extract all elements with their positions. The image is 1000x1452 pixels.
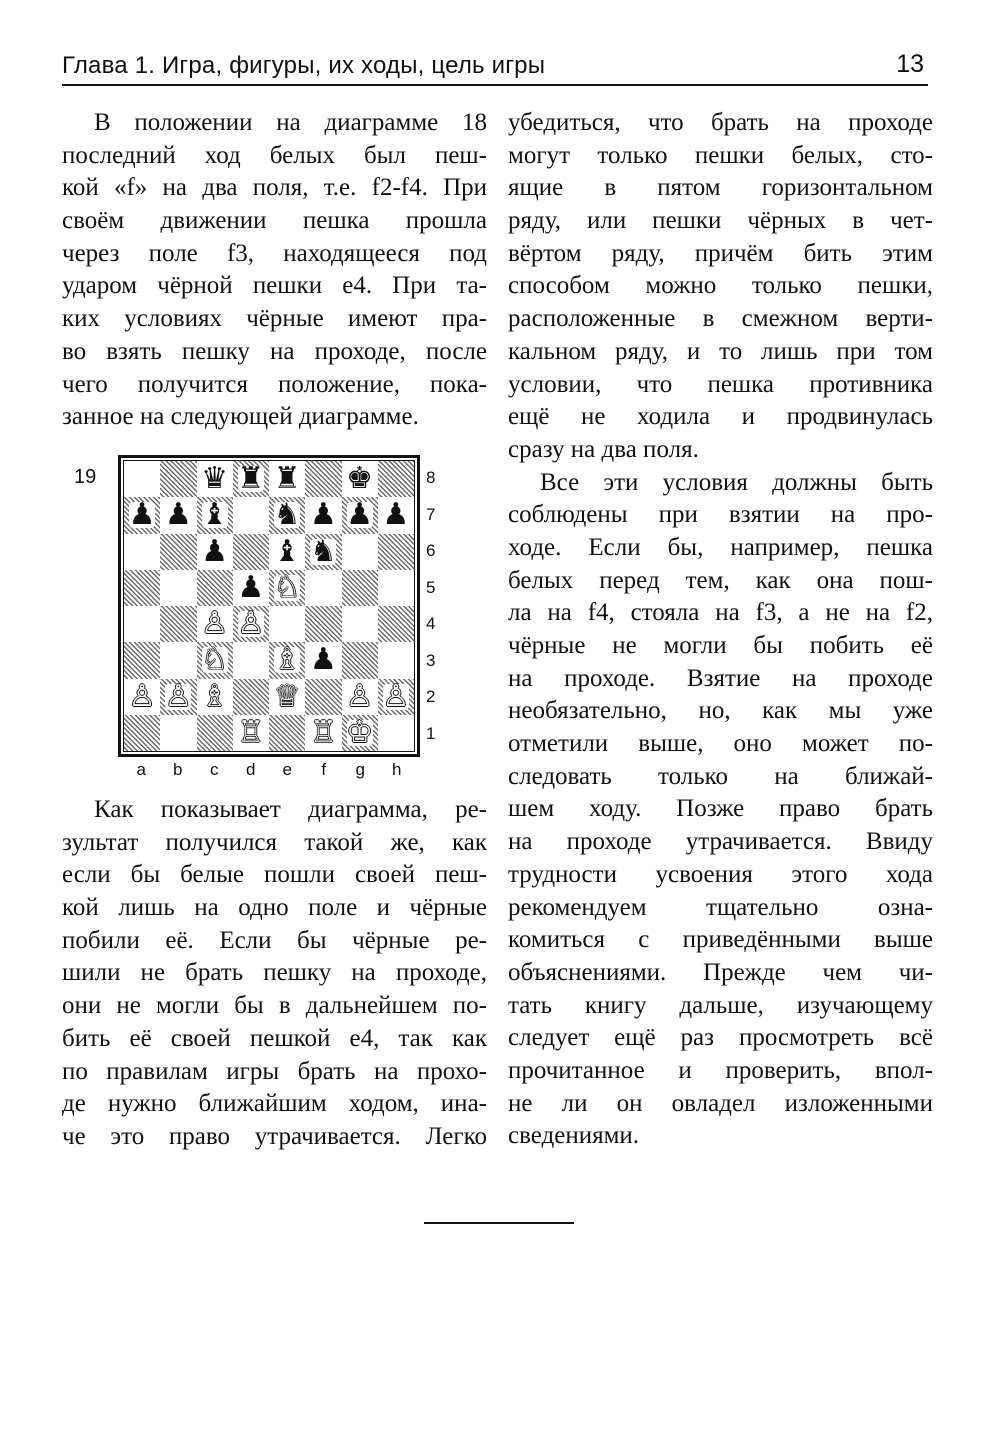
text-line: условии, что пешка противника (508, 370, 933, 398)
board-square (233, 606, 269, 642)
file-label: g (355, 760, 365, 779)
right-column-text (508, 107, 933, 1153)
board-square (342, 570, 378, 606)
board-square (233, 642, 269, 678)
text-line: ких условиях чёрные имеют пра- (62, 305, 487, 333)
text-line: тать книгу дальше, изучающему (508, 991, 933, 1019)
diagram-number: 19 (74, 466, 97, 488)
text-line: шем ходу. Позже право брать (508, 795, 933, 823)
board-square (197, 606, 233, 642)
white-piece-icon: ♗ (201, 678, 229, 714)
left-column-bottom-text (62, 794, 487, 1154)
black-piece-icon: ♛ (201, 461, 229, 497)
text-line: Все эти условия должны быть (540, 468, 933, 496)
white-piece-icon: ♙ (128, 678, 156, 714)
board-square (124, 715, 160, 751)
board-square (305, 606, 341, 642)
white-piece-icon: ♙ (382, 678, 410, 714)
text-line: чего получится положение, пока- (62, 370, 487, 398)
text-line: не ли он овладел изложенными (508, 1089, 933, 1117)
text-line: чёрные не могли бы побить её (508, 632, 933, 659)
text-line: сведениями. (508, 1122, 640, 1150)
text-line: следует ещё раз просмотреть всё (508, 1024, 933, 1052)
file-label: h (392, 760, 402, 779)
black-piece-icon: ♟ (128, 497, 156, 533)
board-square (342, 461, 378, 497)
text-line: следовать только на ближай- (508, 762, 933, 790)
rank-label: 3 (426, 650, 436, 670)
chessboard (123, 460, 415, 752)
board-square (342, 497, 378, 533)
board-square (160, 715, 196, 751)
text-line: через поле f3, находящееся под (62, 239, 487, 267)
file-label: a (136, 760, 146, 779)
rank-labels (426, 460, 446, 752)
board-square (160, 534, 196, 570)
board-square (305, 534, 341, 570)
board-square (160, 679, 196, 715)
board-square (197, 715, 233, 751)
text-line: кой «f» на два поля, т.е. f2-f4. При (62, 174, 487, 202)
text-line: ещё не ходила и продвинулась (508, 403, 933, 431)
board-square (342, 679, 378, 715)
text-line: во взять пешку на проходе, после (62, 337, 487, 365)
black-piece-icon: ♝ (273, 533, 301, 569)
board-square (269, 715, 305, 751)
board-square (233, 497, 269, 533)
white-piece-icon: ♘ (273, 569, 301, 605)
black-piece-icon: ♚ (346, 461, 374, 497)
text-line: прочитанное и проверить, впол- (508, 1056, 933, 1084)
white-piece-icon: ♕ (273, 678, 301, 714)
black-piece-icon: ♜ (237, 461, 265, 497)
board-square (305, 461, 341, 497)
board-square (342, 534, 378, 570)
white-piece-icon: ♗ (273, 642, 301, 678)
white-piece-icon: ♙ (237, 606, 265, 642)
board-square (124, 497, 160, 533)
board-square (233, 679, 269, 715)
file-label: c (210, 760, 219, 779)
file-label: f (321, 760, 327, 779)
white-piece-icon: ♖ (309, 714, 337, 750)
white-piece-icon: ♙ (164, 678, 192, 714)
board-square (160, 606, 196, 642)
text-line: шили не брать пешку на проходе, (62, 959, 487, 987)
text-line: на проходе. Взятие на проходе (508, 664, 933, 692)
board-square (342, 642, 378, 678)
text-line: на проходе утрачивается. Ввиду (508, 828, 933, 856)
black-piece-icon: ♟ (309, 497, 337, 533)
left-column-top-text (62, 107, 487, 434)
rank-label: 2 (426, 687, 436, 707)
chess-diagram (64, 452, 464, 782)
board-square (197, 642, 233, 678)
board-square (269, 570, 305, 606)
text-line: трудности усвоения этого хода (508, 860, 933, 888)
text-line: де нужно ближайшим ходом, ина- (62, 1090, 487, 1118)
text-line: занное на следующей диаграмме. (62, 403, 419, 431)
board-square (124, 570, 160, 606)
white-piece-icon: ♘ (201, 642, 229, 678)
board-square (197, 534, 233, 570)
file-label: e (282, 760, 292, 779)
board-square (378, 534, 414, 570)
text-line: ходе. Если бы, например, пешка (508, 533, 933, 561)
board-square (342, 715, 378, 751)
text-line: убедиться, что брать на проходе (508, 109, 933, 136)
board-square (378, 497, 414, 533)
board-square (342, 606, 378, 642)
text-line: кой лишь на одно поле и чёрные (62, 894, 487, 922)
board-square (305, 570, 341, 606)
board-square (269, 642, 305, 678)
running-header (62, 50, 928, 86)
file-labels (123, 758, 415, 782)
board-square (160, 642, 196, 678)
file-label: b (173, 760, 183, 779)
board-square (124, 642, 160, 678)
text-line: по правилам игры брать на прохо- (62, 1057, 487, 1085)
page-number: 13 (896, 50, 924, 78)
board-square (378, 606, 414, 642)
board-square (197, 570, 233, 606)
white-piece-icon: ♙ (201, 606, 229, 642)
board-square (197, 497, 233, 533)
board-square (378, 715, 414, 751)
board-square (378, 679, 414, 715)
board-square (124, 534, 160, 570)
text-line: Как показывает диаграмма, ре- (94, 796, 487, 823)
rank-label: 1 (426, 723, 436, 743)
file-label: d (246, 760, 256, 779)
board-square (269, 606, 305, 642)
board-square (233, 461, 269, 497)
board-square (233, 534, 269, 570)
board-square (233, 715, 269, 751)
board-square (269, 534, 305, 570)
text-line: ряду, или пешки чёрных в чет- (508, 207, 933, 235)
board-square (378, 642, 414, 678)
text-line: ударом чёрной пешки e4. При та- (62, 272, 487, 300)
text-line: необязательно, но, как мы уже (508, 697, 933, 725)
black-piece-icon: ♟ (237, 569, 265, 605)
black-piece-icon: ♞ (309, 533, 337, 569)
board-square (197, 461, 233, 497)
black-piece-icon: ♟ (346, 497, 374, 533)
text-line: объяснениями. Прежде чем чи- (508, 958, 933, 986)
black-piece-icon: ♟ (164, 497, 192, 533)
board-square (160, 497, 196, 533)
chapter-title: Глава 1. Игра, фигуры, их ходы, цель игры (62, 52, 546, 79)
rank-label: 7 (426, 504, 436, 524)
text-line: вёртом ряду, причём бить этим (508, 239, 933, 267)
text-line: В положении на диаграмме 18 (94, 109, 487, 136)
black-piece-icon: ♟ (309, 642, 337, 678)
board-square (305, 642, 341, 678)
rank-label: 4 (426, 614, 436, 634)
white-piece-icon: ♔ (346, 714, 374, 750)
text-line: способом можно только пешки, (508, 272, 933, 300)
board-square (378, 461, 414, 497)
text-line: ящие в пятом горизонтальном (508, 174, 933, 202)
rank-label: 8 (426, 468, 436, 488)
text-line: расположенные в смежном верти- (508, 305, 933, 333)
black-piece-icon: ♟ (201, 533, 229, 569)
board-square (124, 606, 160, 642)
board-square (269, 679, 305, 715)
text-line: ла на f4, стояла на f3, а не на f2, (508, 599, 933, 627)
board-square (197, 679, 233, 715)
board-square (269, 461, 305, 497)
board-square (124, 679, 160, 715)
chessboard-frame (118, 455, 420, 757)
text-line: комиться с приведёнными выше (508, 926, 933, 954)
text-line: побили её. Если бы чёрные ре- (62, 926, 487, 954)
end-divider (424, 1222, 574, 1224)
black-piece-icon: ♞ (273, 497, 301, 533)
text-line: зультат получился такой же, как (62, 828, 487, 856)
text-line: могут только пешки белых, сто- (508, 141, 933, 169)
text-line: если бы белые пошли своей пеш- (62, 861, 487, 889)
text-line: последний ход белых был пеш- (62, 141, 487, 169)
text-line: рекомендуем тщательно озна- (508, 893, 933, 921)
text-line: своём движении пешка прошла (62, 207, 487, 235)
board-square (233, 570, 269, 606)
board-square (160, 570, 196, 606)
board-square (124, 461, 160, 497)
rank-label: 5 (426, 577, 436, 597)
text-line: они не могли бы в дальнейшем по- (62, 992, 487, 1020)
board-square (378, 570, 414, 606)
text-line: бить её своей пешкой e4, так как (62, 1024, 487, 1052)
black-piece-icon: ♟ (382, 497, 410, 533)
board-square (305, 497, 341, 533)
text-line: кальном ряду, и то лишь при том (508, 337, 933, 365)
board-square (160, 461, 196, 497)
black-piece-icon: ♝ (201, 497, 229, 533)
text-line: сразу на два поля. (508, 435, 699, 463)
board-square (305, 715, 341, 751)
board-square (269, 497, 305, 533)
white-piece-icon: ♖ (237, 714, 265, 750)
rank-label: 6 (426, 541, 436, 561)
text-line: соблюдены при взятии на про- (508, 501, 933, 529)
board-square (305, 679, 341, 715)
black-piece-icon: ♜ (273, 461, 301, 497)
white-piece-icon: ♙ (346, 678, 374, 714)
text-line: отметили выше, оно может по- (508, 730, 933, 758)
text-line: че это право утрачивается. Легко (62, 1122, 487, 1150)
text-line: белых перед тем, как она пош- (508, 566, 933, 594)
